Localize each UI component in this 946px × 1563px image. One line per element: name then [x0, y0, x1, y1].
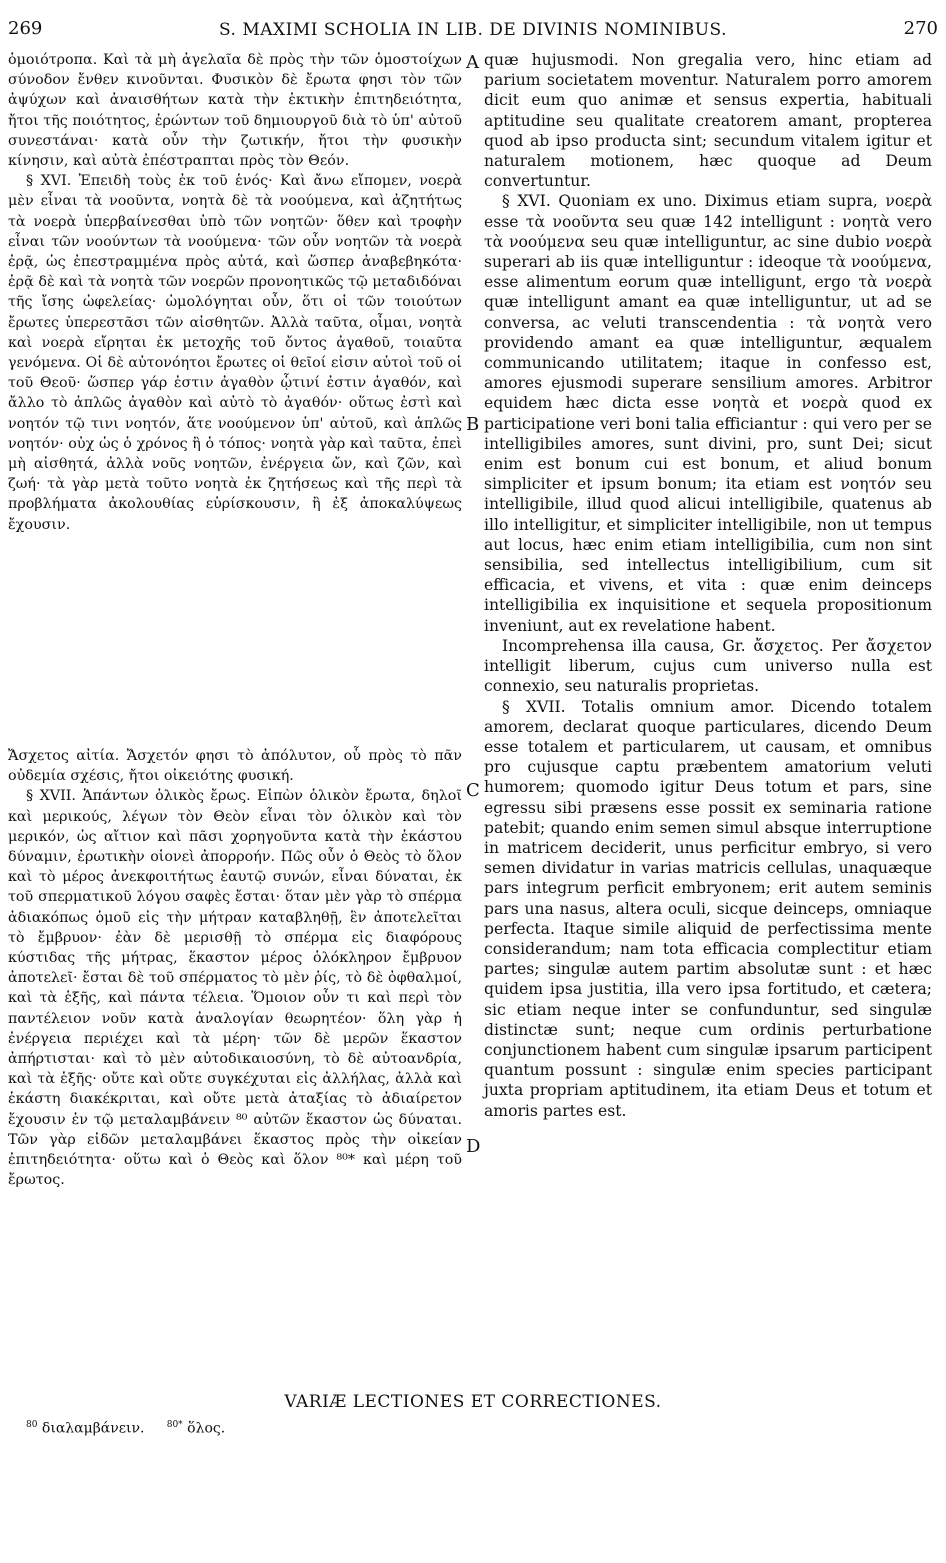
- variant-readings: [26, 1420, 225, 1437]
- page-number-right: 270: [903, 18, 938, 39]
- latin-column: [484, 50, 932, 1121]
- greek-paragraph: Ἄσχετος αἰτία. Ἄσχετόν φησι τὸ ἀπόλυτον, οὗ πρὸς τὸ πᾶν οὐδεμία σχέσις, ἤτοι οἰκειότης φυσική.: [8, 748, 462, 785]
- footnote-text: ὅλος.: [187, 1420, 226, 1437]
- running-header: [0, 14, 946, 44]
- latin-paragraph: quæ hujusmodi. Non gregalia vero, hinc etiam ad parium societatem moventur. Naturalem porro amorem dicit eum quo animæ et sensus expertia, habituali aptitudine seu qualitate creatorem amant, propterea quod ab ipso producta sint; secundum vitalem igitur et naturalem motionem, hæc quoque ad Deum convertuntur.: [484, 51, 932, 191]
- latin-paragraph: § XVI. Quoniam ex uno. Diximus etiam supra, νοερὰ esse τὰ νοοῦντα seu quæ 142 intelligunt : νοητὰ vero τὰ νοούμενα seu quæ intelliguntur, ac sine dubio νοερὰ superari ab iis quæ intelliguntur : ideoque τὰ νοούμενα, esse alimentum eorum quæ intelligunt, ergo τὰ νοερὰ quæ intelligunt amant ea quæ intelliguntur, ut ad se conversa, ac veluti transcendentia : τὰ νοητὰ vero providendo amant ea quæ intelliguntur, æqualem communicando utilitatem; itaque in confesso est, amores ejusmodi superare sensilium amores. Arbitror equidem hæc dicta esse νοητὰ et νοερὰ quod ex participatione veri boni talia efficiantur : qui vero per se intelligibiles amores, sunt divini, pro, sunt Dei; sicut enim est bonum cui est bonum, et aliud bonum simpliciter et ipsum bonum; ita etiam est νοητόν seu intelligibile, illud quod alicui intelligibile, quatenus ab illo intelligitur, et simpliciter intelligibile, non ut tempus aut locus, hæc enim etiam intelligibilia, cum non sint sensibilia, sed intellectus intelligibilium, cum sit efficacia, et vivens, et vita : quæ enim deinceps intelligibilia ex inquisitione et sequela propositionum inveniunt, aut ex revelatione habent.: [484, 192, 932, 635]
- margin-letter-d: D: [466, 1136, 481, 1157]
- variae-lectiones-heading: VARIÆ LECTIONES ET CORRECTIONES.: [284, 1392, 662, 1412]
- greek-paragraph: § XVI. Ἐπειδὴ τοὺς ἐκ τοῦ ἑνός· Καὶ ἄνω εἴπομεν, νοερὰ μὲν εἶναι τὰ νοοῦντα, νοητὰ δὲ τὰ νοούμενα, καὶ ἀζητήτως τὰ νοερὰ ὑπερβαίνεσθαι ὑπὸ τῶν νοητῶν· ὅθεν καὶ τροφὴν εἶναι τῶν νοούντων τὰ νοούμενα· τῶν οὖν νοητῶν τὰ νοερὰ ἐρᾷ, ὡς ἐπεστραμμένα πρὸς αὐτά, καὶ ὥσπερ ἀναβεβηκότα· ἐρᾷ δὲ καὶ τὰ νοητὰ τῶν νοερῶν προνοητικῶς τῷ μεταδιδόναι τῆς ἴσης ὠφελείας· ὡμολόγηται οὖν, ὅτι οἱ τῶν τοιούτων ἔρωτες ὑπερεστᾶσι τῶν αἰσθητῶν. Ἀλλὰ ταῦτα, οἶμαι, νοητὰ καὶ νοερὰ εἴρηται ἐκ μετοχῆς τοῦ ὄντος ἀγαθοῦ, τοιαῦτα γενόμενα. Οἱ δὲ αὐτονόητοι ἔρωτες οἱ θεῖοί εἰσιν αὐτοὶ τοῦ οἱ τοῦ Θεοῦ· ὥσπερ γάρ ἐστιν ἀγαθὸν ᾧτινί ἐστιν ἀγαθόν, καὶ ἄλλο τὸ ἁπλῶς ἀγαθὸν καὶ αὐτὸ τὸ ἀγαθόν· οὕτως ἐστὶ καὶ νοητόν τῷ τινι νοητόν, ἅτε νοούμενον ὑπ' αὐτοῦ, καὶ ἁπλῶς νοητόν· οὐχ ὡς ὁ χρόνος ἢ ὁ τόπος· νοητὰ γὰρ καὶ ταῦτα, ἐπεὶ μὴ αἰσθητά, ἀλλὰ νοῦς νοητῶν, ἐνέργεια ὤν, καὶ ζῶν, καὶ ζωή· τὰ γὰρ μετὰ τοῦτο νοητὰ ἐκ ζητήσεως καὶ τῆς περὶ τὰ προβλήματα ἀκολουθίας εὑρίσκουσιν, ἢ ἐξ ἀποκαλύψεως ἔχουσιν.: [8, 173, 462, 533]
- page-title: S. MAXIMI SCHOLIA IN LIB. DE DIVINIS NOMINIBUS.: [219, 20, 727, 40]
- latin-paragraph: Incomprehensa illa causa, Gr. ἄσχετος. Per ἄσχετον intelligit liberum, cujus cum universo nulla est connexio, seu naturalis proprietas.: [484, 636, 932, 696]
- greek-column-upper: [8, 50, 462, 535]
- page-number-left: 269: [8, 18, 43, 39]
- greek-column-lower: [8, 746, 462, 1190]
- greek-paragraph: ὁμοιότροπα. Καὶ τὰ μὴ ἀγελαῖα δὲ πρὸς τὴν τῶν ὁμοστοίχων σύνοδον ἔνθεν κινοῦνται. Φυσικὸν δὲ ἔρωτα φησι τὸν τῶν ἀψύχων καὶ ἀναισθήτων κατὰ τὴν ἑκτικὴν ἐπιτηδειότητα, ἤτοι τῆς ποιότητος, ἐρώντων τοῦ δημιουργοῦ διὰ τὸ ὑπ' αὐτοῦ συνεστάναι· κατὰ οὖν τὴν ζωτικήν, ἤτοι τὴν φυσικὴν κίνησιν, καὶ αὐτὰ ἐπέστραπται πρὸς τὸν Θεόν.: [8, 52, 462, 170]
- margin-letter-a: A: [466, 52, 479, 73]
- footnote-marker: 80*: [166, 1420, 183, 1430]
- footnote-text: διαλαμβάνειν.: [41, 1420, 145, 1437]
- margin-letter-b: B: [466, 414, 480, 435]
- greek-paragraph: § XVII. Ἁπάντων ὁλικὸς ἔρως. Εἰπὼν ὁλικὸν ἔρωτα, δηλοῖ καὶ μερικούς, λέγων τὸν Θεὸν εἶναι τὸν ὁλικὸν καὶ τὸν μερικόν, ὡς αἴτιον καὶ πᾶσι χορηγοῦντα κατὰ τὴν ἑκάστου δύναμιν, ἐρωτικὴν οἱονεὶ ἀπορροήν. Πῶς οὖν ὁ Θεὸς τὸ ὅλον καὶ τὸ μέρος ἀνεκφοιτήτως ἑαυτῷ συνών, εἶναι δύναται, ἐκ τοῦ σπερματικοῦ λόγου σαφὲς ἔσται· ὅταν μὲν γὰρ τὸ σπέρμα ἀδιακόπως ὁμοῦ εἰς τὴν μήτραν καταβληθῇ, ἓν ἀποτελεῖται τὸ ἔμβρυον· ἐὰν δὲ μερισθῇ τὸ σπέρμα εἰς διαφόρους κύστιδας τῆς μήτρας, ἕκαστον μέρος ὁλόκληρον ἔμβρυον ἀποτελεῖ· ἔσται δὲ τοῦ σπέρματος τὸ μὲν ῥίς, τὸ δὲ ὀφθαλμοί, καὶ τὰ ἑξῆς, καὶ πάντα τέλεια. Ὅμοιον οὖν τι καὶ περὶ τὸν παντέλειον νοῦν κατὰ ἀναλογίαν θεωρητέον· ὅλη γὰρ ἡ ἐνέργεια περιέχει καὶ τὰ μέρη· τῶν δὲ μερῶν ἕκαστον ἀπήρτισται· καὶ τὸ μὲν αὐτοδικαιοσύνη, τὸ δὲ αὐτοανδρία, καὶ τὰ ἑξῆς· οὔτε καὶ οὔτε συγκέχυται εἰς ἀλλήλας, ἀλλὰ καὶ ἑκάστη διακέκριται, καὶ οὔτε μετὰ ἀταξίας τὸ ἀδιαίρετον ἔχουσιν ἐν τῷ μεταλαμβάνειν ⁸⁰ αὐτῶν ἕκαστον ὡς δύναται. Τῶν γὰρ εἰδῶν μεταλαμβάνει ἕκαστος πρὸς τὴν οἰκείαν ἐπιτηδειότητα· οὕτω καὶ ὁ Θεὸς καὶ ὅλον ⁸⁰* καὶ μέρη τοῦ ἔρωτος.: [8, 788, 462, 1189]
- margin-letter-c: C: [466, 780, 480, 801]
- latin-paragraph: § XVII. Totalis omnium amor. Dicendo totalem amorem, declarat quoque particulares, dicendo Deum esse totalem et particularem, ut causam, et omnibus pro cujusque captu præbentem amatorium veluti humorem; quomodo igitur Deus totum et pars, sine egressu sibi præsens esse possit ex seminaria ratione patebit; quando enim semen simul absque interruptione in matricem deciderit, unus perficitur embryo, si vero semen dividatur in varias matricis cellulas, unaquæque pars integrum perficit embryonem; erit autem seminis pars una nasus, altera oculi, sicque deinceps, omniaque perfecta. Itaque simile aliquid de perfectissima mente considerandum; nam tota efficacia complectitur etiam partes; singulæ autem partim absolutæ sunt : et hæc quidem ipsa justitia, illa vero ipsa fortitudo, et cætera; sic etiam neque inter se confunduntur, sed singulæ distinctæ sunt; neque cum ordinis perturbatione conjunctionem habent cum singulæ ipsarum participent quantum possunt : singulæ enim species participant juxta propriam aptitudinem, ita etiam Deus et totum et amoris partes est.: [484, 697, 932, 1120]
- footnote-marker: 80: [26, 1420, 38, 1430]
